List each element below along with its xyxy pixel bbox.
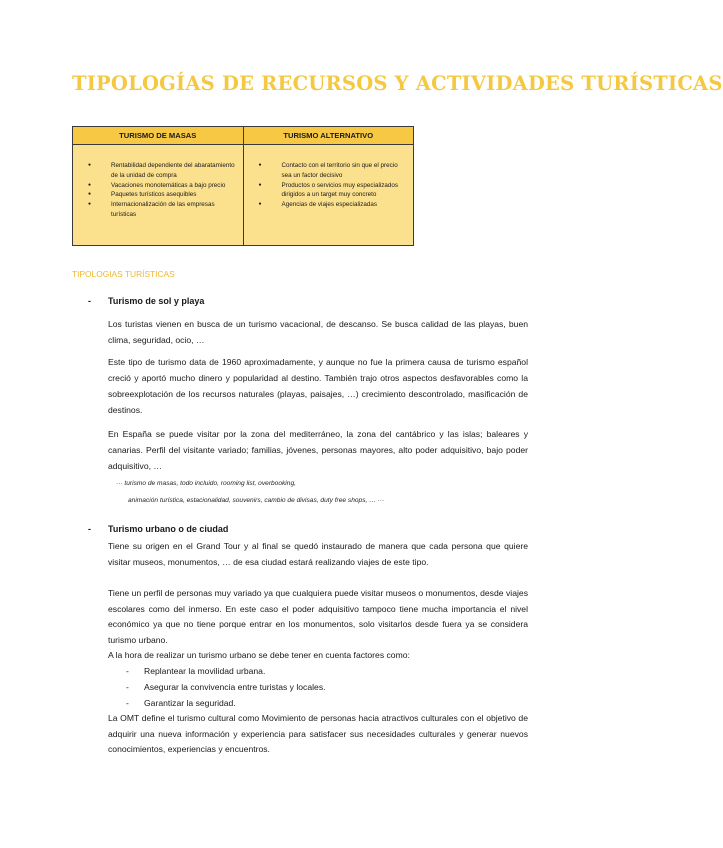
sol-playa-terms-line-1: ··· turismo de masas, todo incluido, rooming list, overbooking, [116,480,296,487]
list-item: ● Vacaciones monotemáticas a bajo precio [87,181,237,191]
page-title: TIPOLOGÍAS DE RECURSOS Y ACTIVIDADES TURÍSTICAS [72,72,723,95]
sol-playa-paragraph-2: Este tipo de turismo data de 1960 aproximadamente, y aunque no fue la primera causa de turismo español creció y aportó mucho dinero y popularidad al destino. También trajo otros aspectos desfavorables como la sobreexplotación de los recursos naturales (playas, paisajes, …) crecimiento descontrolado, masificación de destinos. [108,357,528,415]
table-header-alternativo: TURISMO ALTERNATIVO [283,131,374,140]
urbano-paragraph-3: A la hora de realizar un turismo urbano se debe tener en cuenta factores como: [108,650,410,660]
list-item: ● Internacionalización de las empresas turísticas [87,200,237,220]
list-item: ● Rentabilidad dependiente del abaratamiento de la unidad de compra [87,161,237,181]
section-title: TIPOLOGIAS TURÍSTICAS [72,269,175,279]
dash-bullet: - [88,524,91,534]
list-item: ● Agencias de viajes especializadas [258,200,408,210]
sol-playa-terms-line-2: animación turística, estacionalidad, souvenirs, cambio de divisas, duty free shops, … ··· [128,497,385,504]
table-cell-alternativo [244,145,414,246]
table-header-masas: TURISMO DE MASAS [73,127,244,144]
masas-list [87,161,237,220]
table-cell-masas [73,145,244,246]
dash-bullet: - [88,296,91,306]
urbano-paragraph-1: Tiene su origen en el Grand Tour y al final se quedó instaurado de manera que cada persona que quiere visitar museos, monumentos, … de esa ciudad estará realizando viajes de este tipo. [108,541,528,567]
list-item: - Garantizar la seguridad. [128,695,326,711]
sol-playa-heading-text: Turismo de sol y playa [108,296,205,306]
table-header-row [73,127,413,145]
list-item: ● Contacto con el territorio sin que el precio sea un factor decisivo [258,161,408,181]
list-item: ● Productos o servicios muy especializados dirigidos a un target muy concreto [258,181,408,201]
list-item: - Replantear la movilidad urbana. [128,663,326,679]
list-item: - Asegurar la convivencia entre turistas y locales. [128,679,326,695]
sol-playa-paragraph-3: En España se puede visitar por la zona del mediterráneo, la zona del cantábrico y las islas; baleares y canarias. Perfil del visitante variado; familias, jóvenes, personas mayores, alto poder adquisitivo, bajo poder adquisitivo, … [108,429,528,471]
sol-playa-heading [88,296,205,306]
urbano-paragraph-4: La OMT define el turismo cultural como Movimiento de personas hacia atractivos culturales con el objetivo de adquirir una nueva información y experiencia para satisfacer sus necesidades culturales y generar nuevos conocimientos, experiencias y encuentros. [108,713,528,755]
urbano-paragraph-2: Tiene un perfil de personas muy variado ya que cualquiera puede visitar museos o monumentos, desde viajes escolares como del inmerso. En este caso el poder adquisitivo tampoco tiene mucha importancia el nivel económico ya que no tiene porque entrar en los monumentos, solo visitarlos desde fuera ya se considera turismo urbano. [108,588,528,645]
urbano-heading-text: Turismo urbano o de ciudad [108,524,229,534]
sol-playa-paragraph-1: Los turistas vienen en busca de un turismo vacacional, de descanso. Se busca calidad de las playas, buen clima, seguridad, ocio, … [108,319,528,345]
table-body-row [73,145,413,246]
urbano-heading [88,524,229,534]
alternativo-list [258,161,408,210]
list-item: ● Paquetes turísticos asequibles [87,190,237,200]
comparison-table [72,126,414,246]
urbano-factors-list [128,663,326,711]
